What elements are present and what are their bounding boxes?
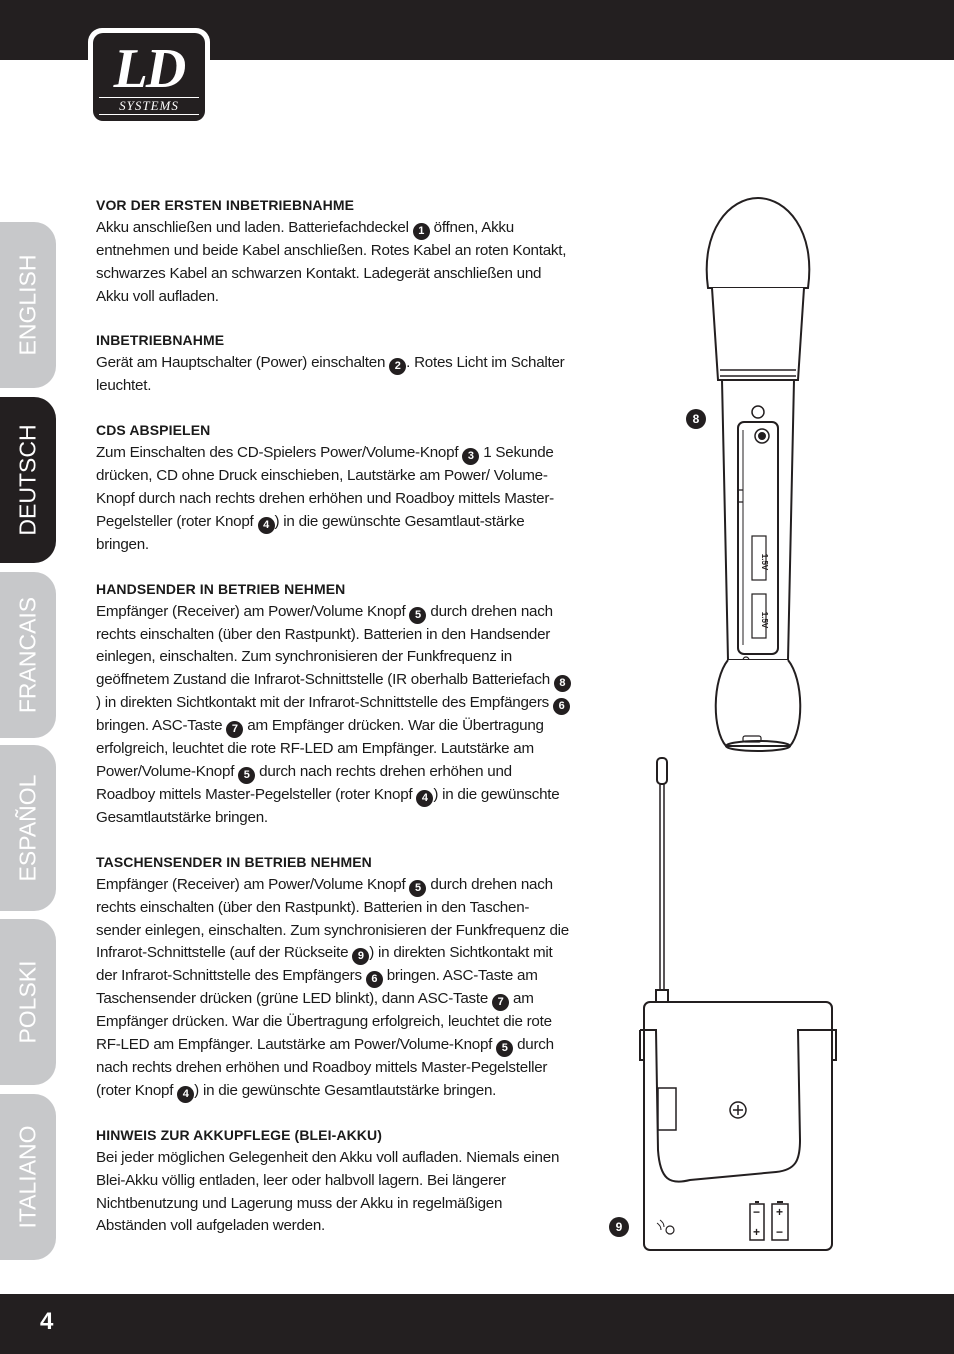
- reference-number-badge: 8: [554, 675, 571, 692]
- section-heading: CDS ABSPIELEN: [96, 422, 211, 439]
- battery-label-2: 1.5V: [760, 611, 769, 629]
- label-9-badge: 9: [609, 1217, 629, 1237]
- section-paragraph: Zum Einschalten des CD-Spielers Power/Volume-Knopf 3 1 Sekunde drücken, CD ohne Druck einschieben, Lautstärke am Power/ Volume-Knopf durch nach rechts drehen erhöhen und Roadboy mittels Master-Pegelsteller (roter Knopf 4 ) in die gewünschte Gesamtlaut-stärke bringen.: [96, 444, 554, 553]
- footer-bar: [0, 1294, 954, 1354]
- reference-number-badge: 4: [177, 1086, 194, 1103]
- reference-number-badge: 9: [352, 948, 369, 965]
- reference-number-badge: 7: [226, 721, 243, 738]
- section-5: [96, 1125, 574, 1238]
- section-4: [96, 852, 574, 1103]
- logo-ld-text: LD: [113, 38, 185, 100]
- reference-number-badge: 4: [416, 790, 433, 807]
- reference-number-badge: 7: [492, 994, 509, 1011]
- tab-espanol[interactable]: ESPAÑOL: [0, 745, 56, 911]
- section-paragraph: Empfänger (Receiver) am Power/Volume Knopf 5 durch drehen nach rechts einschalten (über den Rastpunkt). Batterien in den Handsender einlegen, einschalten. Zum synchronisieren der Funkfrequenz in geöffnetem Zustand die Infrarot-Schnittstelle (IR oberhalb Batteriefach 8) in direkten Sichtkontakt mit der Infrarot-Schnittstelle des Empfängers 6 bringen. ASC-Taste 7 am Empfänger drücken. War die Übertragung erfolgreich, leuchtet die rote RF-LED am Empfänger. Lautstärke am Power/Volume-Knopf 5 durch nach rechts drehen erhöhen und Roadboy mittels Master-Pegelsteller (roter Knopf 4 ) in die gewünschte Gesamtlautstärke bringen.: [96, 601, 574, 830]
- reference-number-badge: 6: [553, 698, 570, 715]
- section-3: [96, 579, 574, 830]
- section-heading: HINWEIS ZUR AKKUPFLEGE (BLEI-AKKU): [96, 1126, 382, 1143]
- logo-systems-text: SYSTEMS: [99, 97, 199, 115]
- reference-number-badge: 6: [366, 971, 383, 988]
- tab-english[interactable]: ENGLISH: [0, 222, 56, 388]
- section-paragraph: Bei jeder möglichen Gelegenheit den Akku voll aufladen. Niemals einen Blei-Akku völlig entladen, leer oder halbvoll lagern. Bei längerer Nichtbenutzung und Lagerung muss der Akku in regelmäßigen Abständen voll aufgeladen werden.: [96, 1148, 560, 1235]
- minus-sign-2: −: [776, 1225, 784, 1239]
- section-paragraph: Empfänger (Receiver) am Power/Volume Knopf 5 durch drehen nach rechts einschalten (über den Rastpunkt). Batterien in den Taschen-sender einlegen, einschalten. Zum synchronisieren der Funkfrequenz die Infrarot-Schnittstelle (auf der Rückseite 9 ) in direkten Sichtkontakt mit der Infrarot-Schnittstelle des Empfängers 6 bringen. ASC-Taste am Taschensender drücken (grüne LED blinkt), dann ASC-Taste 7 am Empfänger drücken. War die Übertragung erfolgreich, leuchtet die rote RF-LED am Empfänger. Lautstärke am Power/Volume-Knopf 5 durch nach rechts drehen erhöhen und Roadboy mittels Master-Pegelsteller (roter Knopf 4 ) in die gewünschte Gesamtlautstärke bringen.: [96, 874, 574, 1103]
- reference-number-badge: 4: [258, 517, 275, 534]
- section-paragraph: Akku anschließen und laden. Batteriefachdeckel 1 öffnen, Akku entnehmen und beide Kabel anschließen. Rotes Kabel an roten Kontakt, schwarzes Kabel an schwarzen Kontakt. Ladegerät anschließen und Akku voll aufladen.: [96, 219, 567, 305]
- tab-polski[interactable]: POLSKI: [0, 919, 56, 1085]
- section-heading: TASCHENSENDER IN BETRIEB NEHMEN: [96, 853, 372, 870]
- reference-number-badge: 1: [413, 223, 430, 240]
- battery-label-1: 1.5V: [760, 553, 769, 571]
- label-8-badge: 8: [686, 409, 706, 429]
- product-illustrations: [600, 190, 954, 1260]
- tab-italiano[interactable]: ITALIANO: [0, 1094, 56, 1260]
- reference-number-badge: 5: [496, 1040, 513, 1057]
- instructions-text: [96, 195, 574, 1260]
- reference-number-badge: 2: [389, 358, 406, 375]
- tab-francais[interactable]: FRANCAIS: [0, 572, 56, 738]
- microphone-and-bodypack-drawing: [600, 190, 954, 1260]
- section-paragraph: Gerät am Hauptschalter (Power) einschalten 2 . Rotes Licht im Schalter leuchtet.: [96, 354, 565, 395]
- section-1: [96, 330, 574, 398]
- section-2: [96, 420, 574, 556]
- ld-systems-logo: [88, 28, 210, 126]
- section-heading: INBETRIEBNAHME: [96, 332, 225, 349]
- tab-deutsch[interactable]: DEUTSCH: [0, 397, 56, 563]
- plus-sign-1: +: [753, 1225, 761, 1239]
- minus-sign-1: −: [753, 1205, 761, 1219]
- reference-number-badge: 5: [238, 767, 255, 784]
- page-number: 4: [40, 1308, 54, 1335]
- plus-sign-2: +: [776, 1205, 784, 1219]
- reference-number-badge: 5: [409, 607, 426, 624]
- reference-number-badge: 3: [462, 448, 479, 465]
- section-heading: VOR DER ERSTEN INBETRIEBNAHME: [96, 197, 355, 213]
- reference-number-badge: 5: [409, 880, 426, 897]
- section-0: [96, 195, 574, 308]
- section-heading: HANDSENDER IN BETRIEB NEHMEN: [96, 580, 346, 597]
